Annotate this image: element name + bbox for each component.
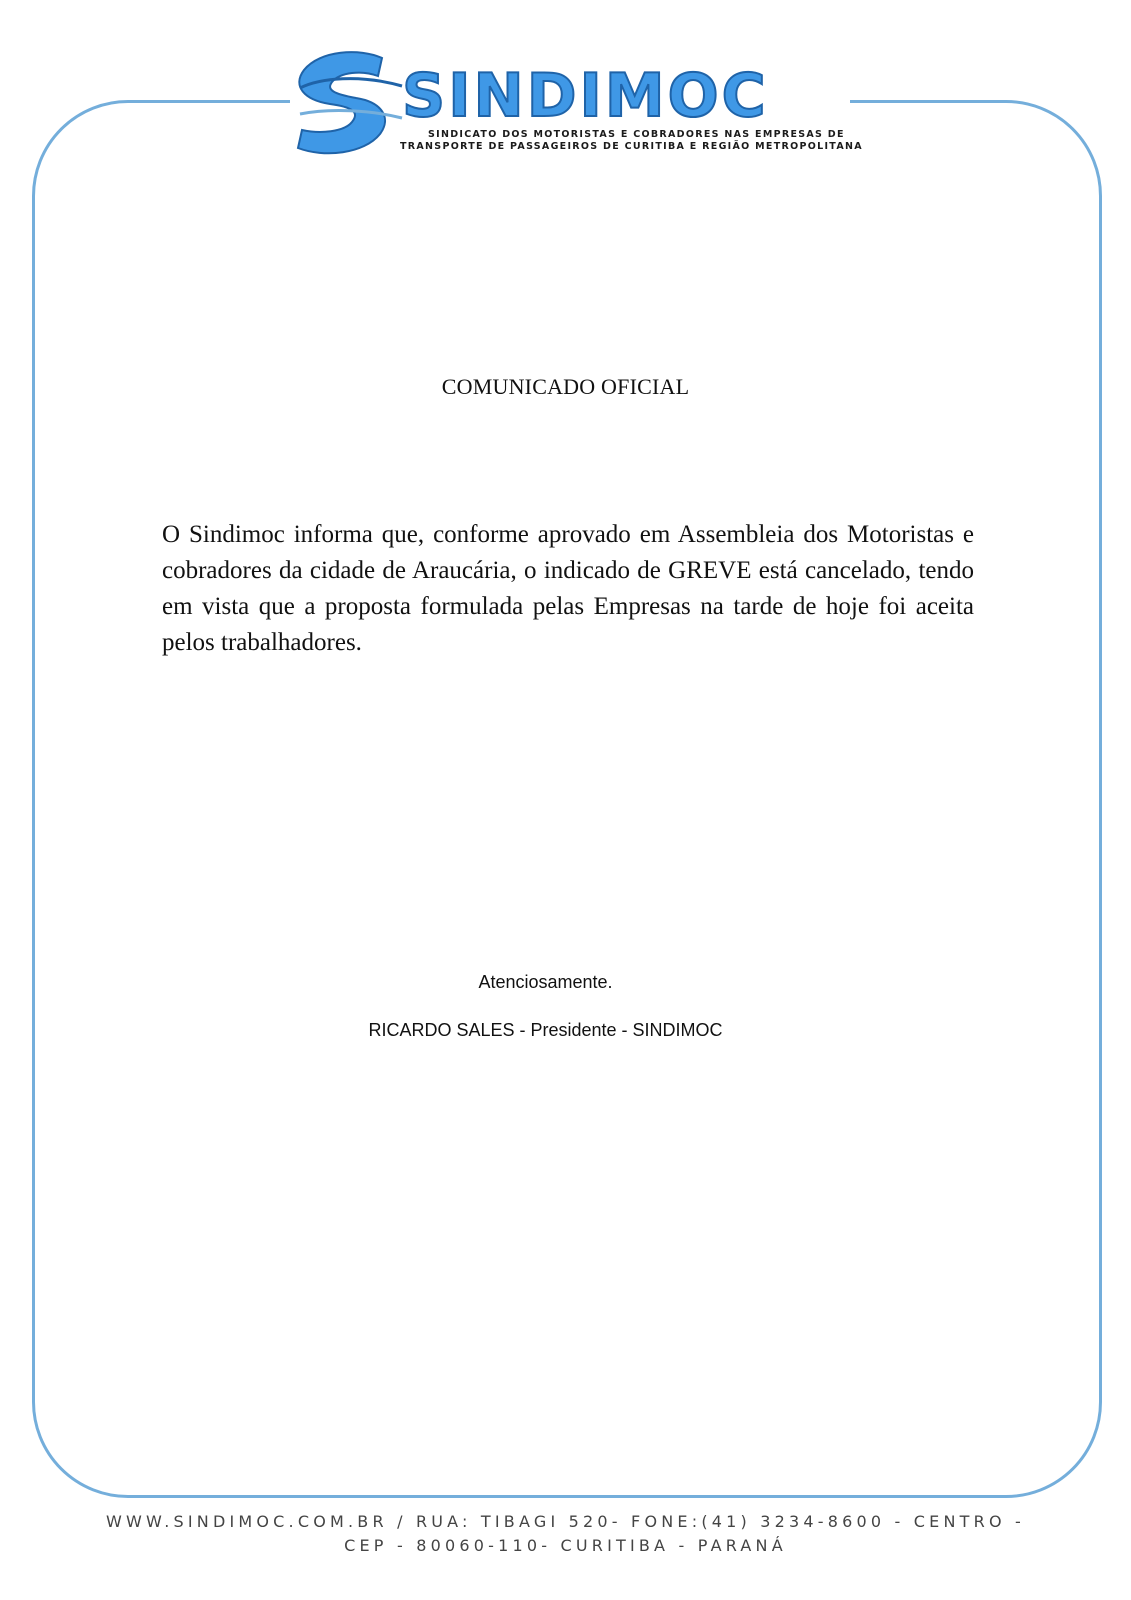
logo-subtitle-line1: SINDICATO DOS MOTORISTAS E COBRADORES NAS EMPRESAS DE (428, 129, 845, 140)
signature-line: RICARDO SALES - Presidente - SINDIMOC (368, 1020, 723, 1040)
footer-address-line2: CEP - 80060-110- CURITIBA - PARANÁ (344, 1536, 787, 1555)
sindimoc-s-emblem-icon (290, 44, 410, 164)
document-body: O Sindimoc informa que, conforme aprovado em Assembleia dos Motoristas e cobradores da cidade de Araucária, o indicado de GREVE está cancelado, tendo em vista que a proposta formulada pelas Empresas na tarde de hoje foi aceita pelos trabalhadores. (162, 521, 974, 656)
logo-subtitle-line2: TRANSPORTE DE PASSAGEIROS DE CURITIBA E REGIÃO METROPOLITANA (400, 141, 863, 152)
page-border-frame (32, 100, 1102, 1498)
logo-wordmark: SINDIMOC (402, 61, 769, 131)
document-title: COMUNICADO OFICIAL (441, 374, 690, 399)
sindimoc-logo (290, 44, 863, 164)
footer-address-line1: WWW.SINDIMOC.COM.BR / RUA: TIBAGI 520- FONE:(41) 3234-8600 - CENTRO - (105, 1512, 1025, 1531)
closing-text: Atenciosamente. (478, 972, 613, 992)
